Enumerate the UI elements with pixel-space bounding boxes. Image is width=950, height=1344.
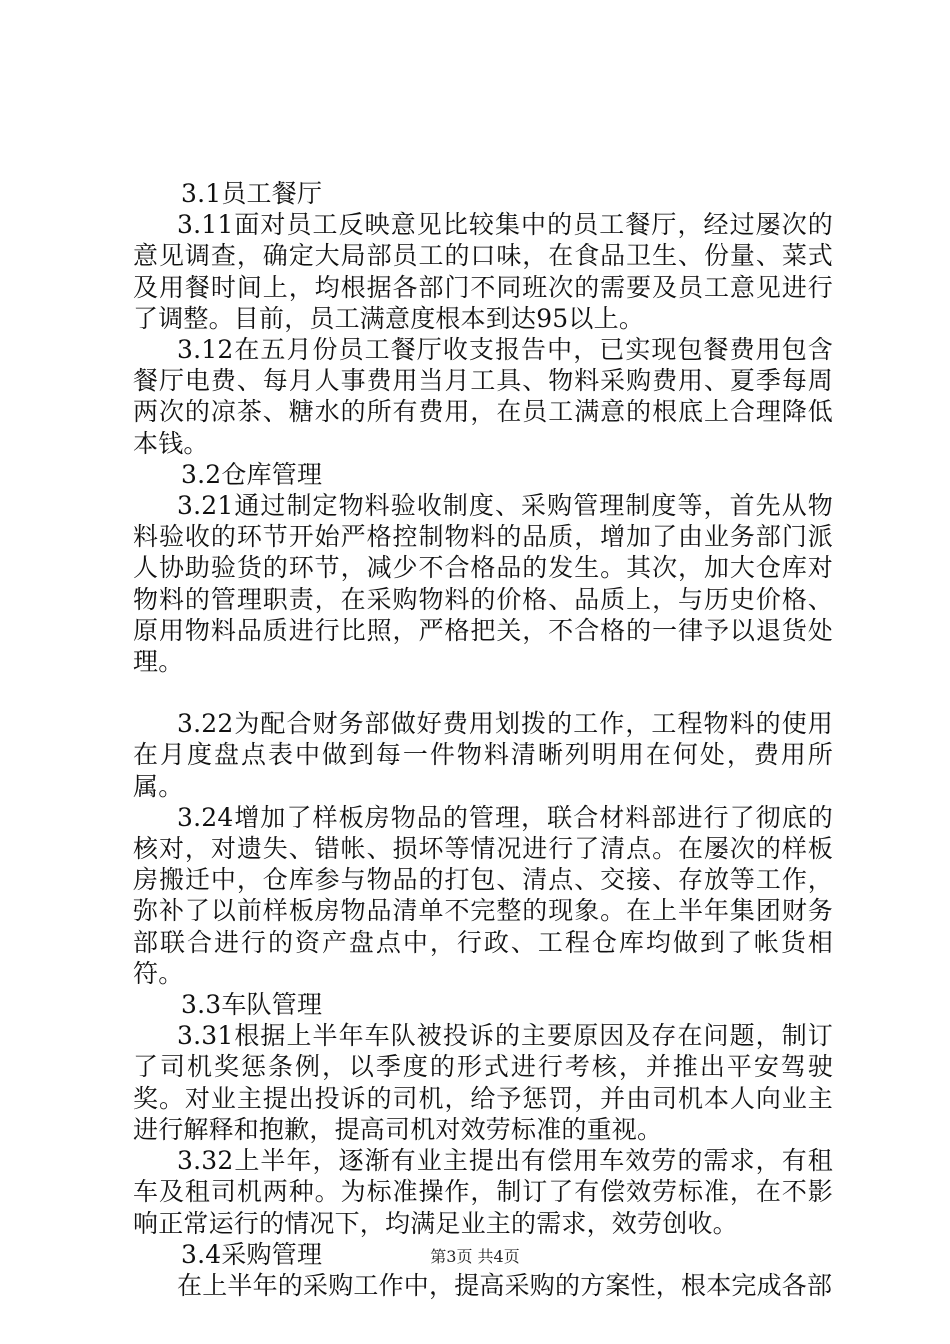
paragraph: 3.22为配合财务部做好费用划拨的工作，工程物料的使用在月度盘点表中做到每一件物料清晰列明用在何处，费用所属。 <box>133 709 833 801</box>
document-body <box>133 178 833 1301</box>
section-heading: 3.3车队管理 <box>181 990 323 1020</box>
paragraph: 3.31根据上半年车队被投诉的主要原因及存在问题，制订了司机奖惩条例，以季度的形式进行考核，并推出平安驾驶奖。对业主提出投诉的司机，给予惩罚，并由司机本人向业主进行解释和抱歉，提高司机对效劳标准的重视。 <box>133 1021 833 1144</box>
section-heading: 3.4采购管理 <box>181 1239 323 1269</box>
paragraph: 3.11面对员工反映意见比较集中的员工餐厅，经过屡次的意见调查，确定大局部员工的口味，在食品卫生、份量、菜式及用餐时间上，均根据各部门不同班次的需要及员工意见进行了调整。目前，员工满意度根本到达95以上。 <box>133 210 833 333</box>
section-heading: 3.1员工餐厅 <box>181 179 323 208</box>
paragraph: 3.24增加了样板房物品的管理，联合材料部进行了彻底的核对，对遗失、错帐、损坏等情况进行了清点。在屡次的样板房搬迁中，仓库参与物品的打包、清点、交接、存放等工作，弥补了以前样板房物品清单不完整的现象。在上半年集团财务部联合进行的资产盘点中，行政、工程仓库均做到了帐货相符。 <box>133 802 833 988</box>
paragraph: 3.21通过制定物料验收制度、采购管理制度等，首先从物料验收的环节开始严格控制物料的品质，增加了由业务部门派人协助验货的环节，减少不合格品的发生。其次，加大仓库对物料的管理职责，在采购物料的价格、品质上，与历史价格、原用物料品质进行比照，严格把关，不合格的一律予以退货处理。 <box>133 491 833 677</box>
paragraph: 3.12在五月份员工餐厅收支报告中，已实现包餐费用包含餐厅电费、每月人事费用当月工具、物料采购费用、夏季每周两次的凉茶、糖水的所有费用，在员工满意的根底上合理降低本钱。 <box>133 335 833 458</box>
page-number-footer: 第3页 共4页 <box>430 1247 520 1266</box>
paragraph: 在上半年的采购工作中，提高采购的方案性，根本完成各部 <box>177 1270 833 1300</box>
section-heading: 3.2仓库管理 <box>181 459 323 489</box>
paragraph: 3.32上半年，逐渐有业主提出有偿用车效劳的需求，有租车及租司机两种。为标准操作，制订了有偿效劳标准，在不影响正常运行的情况下，均满足业主的需求，效劳创收。 <box>133 1146 833 1238</box>
